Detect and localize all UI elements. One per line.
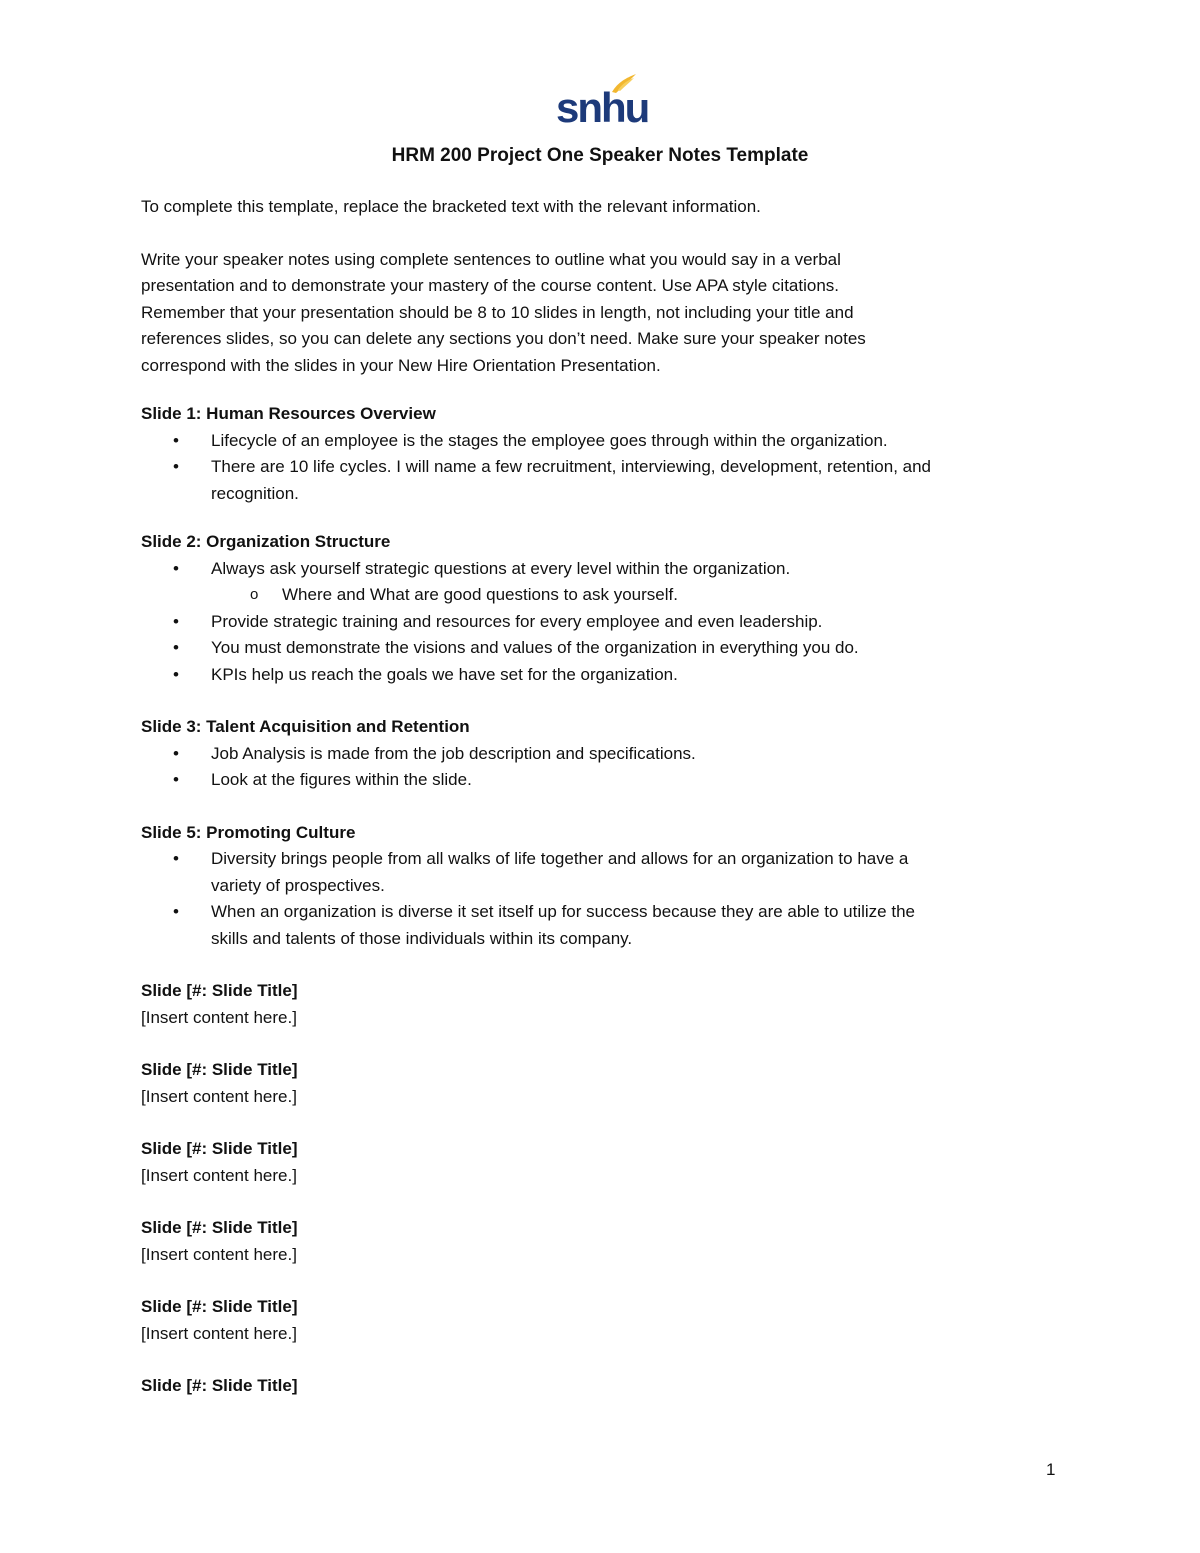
list-item-line: There are 10 life cycles. I will name a few recruitment, interviewing, development, retention, and — [211, 457, 932, 476]
flame-icon — [610, 72, 638, 94]
slide-2-bullets-continued — [141, 609, 1071, 689]
slide-2-heading: Slide 2: Organization Structure — [141, 532, 391, 551]
slide-2-bullets — [141, 556, 1071, 583]
placeholder-slide-heading: Slide [#: Slide Title] — [141, 1376, 298, 1395]
list-item-line: recognition. — [211, 483, 299, 503]
instructions-line: Remember that your presentation should be 8 to 10 slides in length, not including your title and — [141, 302, 854, 322]
intro-text: To complete this template, replace the bracketed text with the relevant information. — [141, 197, 761, 216]
placeholder-slide-heading: Slide [#: Slide Title] — [141, 1139, 298, 1158]
slide-5-heading: Slide 5: Promoting Culture — [141, 822, 356, 842]
list-item: • Job Analysis is made from the job description and specifications. — [141, 741, 1071, 768]
instructions-line: Write your speaker notes using complete sentences to outline what you would say in a verbal — [141, 249, 841, 269]
slide-2-sub-bullets — [141, 582, 1071, 609]
placeholder-slide-content: [Insert content here.] — [141, 1007, 297, 1027]
placeholder-slide-heading: Slide [#: Slide Title] — [141, 1297, 298, 1316]
list-item: • KPIs help us reach the goals we have set for the organization. — [141, 662, 1071, 689]
document-body — [141, 194, 1071, 1400]
list-item: • Always ask yourself strategic questions at every level within the organization. — [141, 556, 1071, 583]
list-item: • Provide strategic training and resources for every employee and even leadership. — [141, 609, 1071, 636]
placeholder-slide-content: [Insert content here.] — [141, 1086, 297, 1106]
placeholder-slide-content: [Insert content here.] — [141, 1323, 297, 1343]
instructions-paragraph — [141, 247, 1071, 380]
list-item — [141, 899, 1071, 952]
instructions-line: presentation and to demonstrate your mastery of the course content. Use APA style citations. — [141, 276, 840, 295]
placeholder-slide-heading: Slide [#: Slide Title] — [141, 1060, 298, 1079]
logo-wordmark: snhu — [556, 84, 649, 131]
document-title: HRM 200 Project One Speaker Notes Template — [391, 145, 809, 166]
slide-1-heading: Slide 1: Human Resources Overview — [141, 404, 436, 423]
placeholder-slide-content: [Insert content here.] — [141, 1165, 297, 1185]
list-item — [141, 846, 1071, 899]
list-item: • Look at the figures within the slide. — [141, 767, 1071, 794]
page-number: 1 — [1046, 1460, 1056, 1479]
list-item-line: variety of prospectives. — [211, 875, 385, 895]
instructions-line: correspond with the slides in your New Hire Orientation Presentation. — [141, 355, 661, 375]
sub-list-item: o Where and What are good questions to ask yourself. — [141, 582, 1071, 609]
list-item: • You must demonstrate the visions and values of the organization in everything you do. — [141, 635, 1071, 662]
placeholder-slide-heading: Slide [#: Slide Title] — [141, 981, 298, 1000]
instructions-line: references slides, so you can delete any sections you don’t need. Make sure your speaker notes — [141, 329, 866, 348]
slide-5-bullets — [141, 846, 1071, 952]
snhu-logo — [556, 72, 649, 132]
list-item-line: Diversity brings people from all walks of life together and allows for an organization to have a — [211, 849, 909, 868]
list-item-line: skills and talents of those individuals within its company. — [211, 928, 633, 948]
slide-1-bullets — [141, 428, 1071, 508]
slide-3-bullets — [141, 741, 1071, 794]
placeholder-slide-heading: Slide [#: Slide Title] — [141, 1218, 298, 1237]
list-item — [141, 454, 1071, 507]
list-item: • Lifecycle of an employee is the stages the employee goes through within the organization. — [141, 428, 1071, 455]
list-item-line: When an organization is diverse it set itself up for success because they are able to utilize the — [211, 902, 915, 921]
slide-3-heading: Slide 3: Talent Acquisition and Retention — [141, 717, 470, 736]
placeholder-slide-content: [Insert content here.] — [141, 1244, 297, 1264]
